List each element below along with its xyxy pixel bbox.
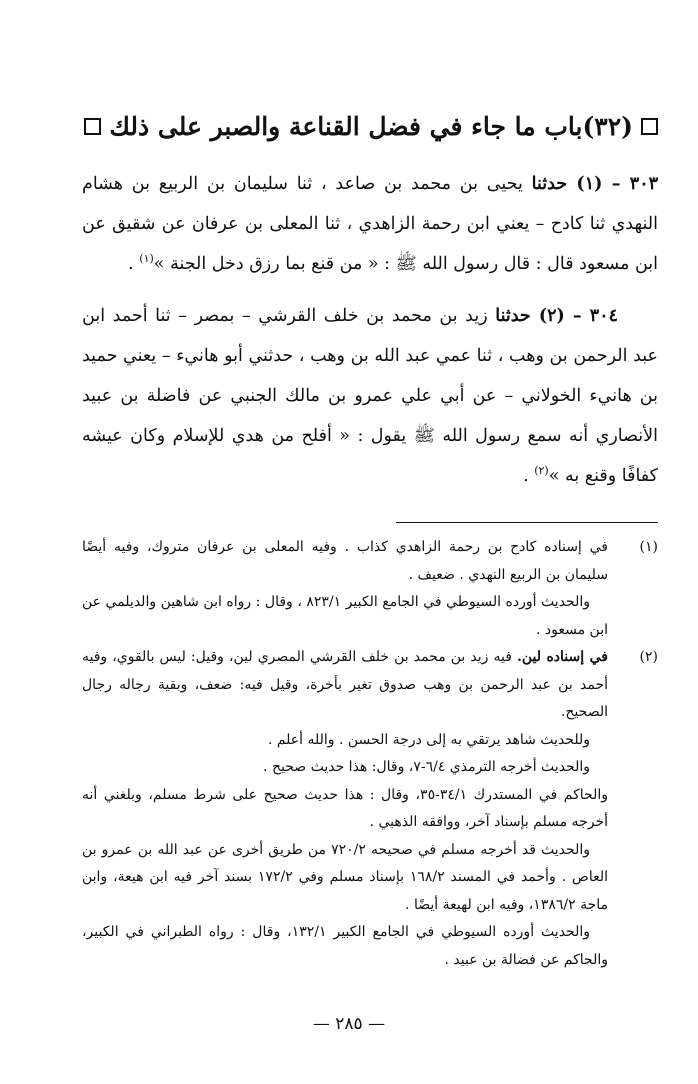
chapter-heading (100, 104, 658, 148)
hadith-number: ٣٠٣ – (١) حدثنا (531, 174, 658, 194)
footnote-lead-rest: فيه زيد بن محمد بن خلف القرشي المصري لين، وقيل: ليس بالقوي، وفيه أحمد بن عبد الرحمن بن وهب صدوق تغير بأخرة، وقيل فيه: ضعف، وبقية رجاله رجال الصحيح. (82, 649, 608, 720)
hadith-text: زيد بن محمد بن خلف القرشي – بمصر – ثنا أحمد ابن عبد الرحمن بن وهب ، ثنا عمي عبد الله بن وهب ، حدثني أبو هانيء – يعني حميد بن هانيء الخولاني – عن أبي علي عمرو بن مالك الجنبي عن فاضلة بن عبيد الأنصاري أنه سمع رسول الله ﷺ يقول : « أفلح من هدي للإسلام وكان عيشه كفافًا وقنع به » (82, 306, 658, 486)
hadith-304 (82, 296, 658, 496)
footnote-lead: في إسناده لين. (516, 649, 608, 665)
square-ornament-icon (84, 118, 101, 135)
footnote-paragraph: والحديث قد أخرجه مسلم في صحيحه ٧٢٠/٢ من طريق أخرى عن عبد الله بن عمرو بن العاص . وأحمد في المسند ١٦٨/٢ بإسناد مسلم وفي ١٧٢/٢ بسند آخر فيه ابن هيعة، وابن ماجة ١٣٨٦/٢، وفيه ابن لهيعة أيضًا . (82, 841, 608, 913)
footnote-paragraph: والحاكم في المستدرك ٣٤/١-٣٥، وقال : هذا حديث صحيح على شرط مسلم، وبلغني أنه أخرجه مسلم بإسناد آخر، ووافقه الذهبي . (82, 786, 608, 830)
chapter-title: (٣٢)باب ما جاء في فضل القناعة والصبر على ذلك (109, 111, 633, 141)
footnote-1 (82, 534, 658, 644)
hadith-text: يحيى بن محمد بن صاعد ، ثنا سليمان بن الربيع بن هشام النهدي ثنا كادح – يعني ابن رحمة الزاهدي ، ثنا المعلى بن عرفان عن شقيق عن ابن مسعود قال : قال رسول الله ﷺ : « من قنع بما رزق دخل الجنة » (82, 174, 658, 274)
footnote-paragraph (82, 644, 608, 727)
footnote-ref: (٢) (534, 464, 549, 478)
footnote-paragraph: والحديث أخرجه الترمذي ٦/٤-٧، وقال: هذا حديث صحيح . (263, 759, 590, 775)
footnote-paragraph: والحديث أورده السيوطي في الجامع الكبير ١٣٢/١، وقال : رواه الطبراني في الكبير، والحاكم عن فضالة بن عبيد . (82, 924, 608, 968)
footnote-marker: (٢) (639, 649, 658, 665)
footnote-marker: (١) (639, 539, 658, 555)
footnote-ref: (١) (139, 252, 154, 266)
footnote-body (82, 644, 608, 974)
footnote-paragraph: والحديث أورده السيوطي في الجامع الكبير ٨٢٣/١ ، وقال : رواه ابن شاهين والديلمي عن ابن مسعود . (82, 594, 608, 638)
main-text (82, 164, 658, 508)
hadith-number: ٣٠٤ – (٢) حدثنا (495, 306, 618, 326)
hadith-end: . (523, 466, 535, 486)
footnote-divider (396, 522, 658, 523)
page-number: — ٢٨٥ — (312, 1014, 386, 1034)
square-ornament-icon (641, 118, 658, 135)
footnote-body (82, 534, 608, 644)
footnotes (82, 534, 658, 974)
footnote-paragraph: وللحديث شاهد يرتقي به إلى درجة الحسن . والله أعلم . (267, 731, 590, 748)
footnote-paragraph: في إسناده كادح بن رحمة الزاهدي كذاب . وفيه المعلى بن عرفان متروك، وفيه أيضًا سليمان بن الربيع النهدي . ضعيف . (82, 539, 608, 583)
footnote-2 (82, 644, 658, 974)
hadith-303 (82, 164, 658, 284)
hadith-end: . (128, 254, 140, 274)
